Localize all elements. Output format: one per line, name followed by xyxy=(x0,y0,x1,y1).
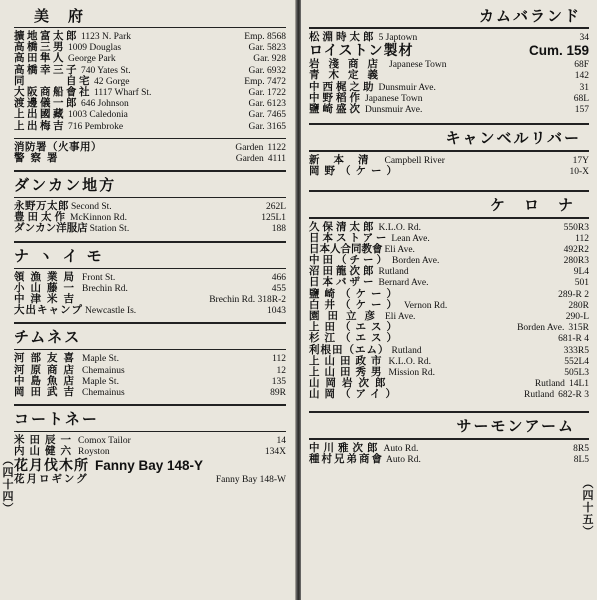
directory-row-featured xyxy=(14,458,286,474)
entry-address: Newcastle Is. xyxy=(85,306,137,317)
entry-phone: 10-X xyxy=(569,167,589,178)
section-heading-courtenay: コートネー xyxy=(14,410,99,429)
entry-phone: 1043 xyxy=(267,306,286,317)
entry-name: 高橋幸三子 xyxy=(14,63,79,76)
directory-row xyxy=(309,32,589,43)
section-victoria-list xyxy=(14,31,286,132)
directory-row xyxy=(14,153,286,164)
page-number-char: 四 xyxy=(2,466,14,479)
entry-name: 永野万太郎 xyxy=(14,200,69,213)
page-number-char: 四 xyxy=(582,489,594,502)
entry-name: 山岡岩次郎 xyxy=(309,377,392,390)
entry-address: Fanny Bay 148-W xyxy=(215,474,286,485)
section-rule xyxy=(309,150,589,152)
entry-name: 擴地富太郎 xyxy=(14,30,79,42)
entry-address: Eli Ave. xyxy=(385,312,416,322)
entry-address: Rutland xyxy=(534,379,565,390)
entry-phone: 333R5 xyxy=(563,345,589,356)
entry-address: 646 Johnson xyxy=(81,99,129,110)
directory-row xyxy=(14,387,286,398)
entry-address: Station St. xyxy=(89,224,130,235)
entry-address: George Park xyxy=(68,54,116,65)
entry-phone: 262L xyxy=(265,202,286,213)
page-number-char: 十 xyxy=(582,501,594,514)
entry-phone: 14 xyxy=(276,436,286,447)
section-rule xyxy=(14,431,286,432)
entry-phone: 68L xyxy=(573,93,589,104)
entry-address: Auto Rd. xyxy=(386,454,421,465)
directory-row xyxy=(14,305,286,316)
directory-row xyxy=(309,454,589,465)
left-page-content xyxy=(14,6,286,485)
entry-phone: Emp. 7472 xyxy=(244,76,286,87)
section-rule xyxy=(14,170,286,172)
directory-row xyxy=(309,277,589,288)
entry-address: Fanny Bay 148-Y xyxy=(95,457,204,473)
entry-phone: 68F xyxy=(574,60,589,71)
entry-name: 沼田龍次郎 xyxy=(309,265,377,278)
entry-name: 消防署（火事用） xyxy=(14,140,102,153)
entry-phone: 550R3 xyxy=(563,222,589,233)
directory-row xyxy=(309,443,589,454)
page-number-char: 四 xyxy=(2,490,14,503)
entry-address: 1123 N. Park xyxy=(81,32,132,42)
entry-phone: Gar. 6932 xyxy=(248,65,286,76)
section-duncan-list xyxy=(14,201,286,235)
entry-name: 久保清太郎 xyxy=(309,220,377,233)
section-rule xyxy=(309,190,589,192)
entry-phone: 112 xyxy=(272,354,286,365)
entry-name: 領漁業局 xyxy=(14,270,80,283)
entry-name: 岩淺商店 xyxy=(309,58,387,71)
page-number-char: 五 xyxy=(582,513,594,526)
entry-address: Front St. xyxy=(82,272,116,283)
entry-address: Dunsmuir Ave. xyxy=(365,104,423,115)
section-chemainus-list xyxy=(14,353,286,398)
entry-phone: 125L1 xyxy=(261,213,286,224)
directory-row xyxy=(14,121,286,132)
entry-name: 同 自宅 xyxy=(14,74,92,87)
entry-phone: 157 xyxy=(574,104,589,115)
emergency-list xyxy=(14,142,286,164)
entry-name: 中田（チー） xyxy=(309,254,390,267)
entry-phone: 290-L xyxy=(565,312,589,322)
entry-address: Second St. xyxy=(71,202,112,213)
entry-address: Vernon Rd. xyxy=(404,300,448,311)
entry-name: 中川雅次郎 xyxy=(309,441,382,454)
entry-phone: Gar. 928 xyxy=(253,54,286,65)
paren-close: ︶ xyxy=(582,525,594,538)
entry-phone: 31 xyxy=(579,82,589,93)
entry-address: Bernard Ave. xyxy=(378,278,429,289)
entry-phone: 89R xyxy=(270,387,286,398)
entry-address: Comox Tailor xyxy=(78,436,131,447)
entry-name: 高橋三男 xyxy=(14,41,66,54)
section-rule xyxy=(309,27,589,29)
entry-name: 杉江（エス） xyxy=(309,332,402,345)
entry-phone: 17Y xyxy=(572,156,589,167)
entry-phone: Gar. 7465 xyxy=(248,110,286,121)
entry-address: 1003 Caledonia xyxy=(68,110,128,121)
entry-address: Auto Rd. xyxy=(383,443,419,454)
entry-phone: 134X xyxy=(264,447,286,458)
entry-address: Eli Ave. xyxy=(384,244,415,255)
entry-phone: 682-R 3 xyxy=(558,390,589,401)
section-rule xyxy=(14,138,286,139)
entry-phone: Emp. 8568 xyxy=(244,32,286,42)
entry-name: 上山田政市 xyxy=(309,354,387,367)
entry-address: 1009 Douglas xyxy=(68,43,122,54)
entry-phone: 289-R 2 xyxy=(558,289,589,300)
entry-name: 上出國藏 xyxy=(14,108,66,121)
entry-phone: 4111 xyxy=(267,153,286,164)
entry-phone: 188 xyxy=(271,224,286,235)
entry-address: Brechin Rd. 318R-2 xyxy=(209,295,286,305)
section-rule xyxy=(14,27,286,28)
section-heading-cumberland: カムバランド xyxy=(478,7,581,25)
page-number-char: 十 xyxy=(2,478,14,491)
entry-name: 新本清 xyxy=(309,154,383,167)
entry-name: 大阪商船會社 xyxy=(14,85,92,98)
section-heading-kelowna: ケ ロ ナ xyxy=(489,195,575,214)
entry-phone: 8L5 xyxy=(573,454,589,465)
section-nanaimo-list xyxy=(14,272,286,317)
section-rule xyxy=(14,241,286,243)
section-cumberland-list xyxy=(309,32,589,115)
directory-row xyxy=(14,353,286,364)
entry-name: 渡邊儀一郎 xyxy=(14,97,79,110)
directory-row xyxy=(14,223,286,234)
entry-name: ダンカン洋服店 xyxy=(14,222,88,235)
entry-phone: 112 xyxy=(575,233,589,244)
directory-row xyxy=(309,389,589,400)
paren-close: ︶ xyxy=(2,502,14,515)
entry-phone: 280R3 xyxy=(563,256,589,267)
directory-row xyxy=(309,222,589,233)
entry-phone: 501 xyxy=(574,278,589,289)
page-number-right xyxy=(581,478,595,538)
entry-name: 岡野（ケー） xyxy=(309,165,402,178)
entry-address: 5 Japtown xyxy=(378,33,418,43)
section-rule xyxy=(309,217,589,219)
right-page xyxy=(301,0,597,600)
entry-phone: 455 xyxy=(271,283,286,294)
directory-row xyxy=(309,104,589,115)
entry-phone: Gar. 3165 xyxy=(248,121,286,132)
section-rule xyxy=(14,268,286,269)
entry-phone: 1122 xyxy=(267,142,286,153)
section-rule xyxy=(309,411,589,413)
entry-phone: 681-R 4 xyxy=(558,334,589,345)
directory-row xyxy=(14,109,286,120)
paren-open: ︵ xyxy=(2,454,14,467)
entry-name: 大出キャンプ xyxy=(14,304,83,317)
directory-row xyxy=(14,53,286,64)
directory-row xyxy=(309,166,589,177)
entry-name: 中野稻作 xyxy=(309,91,363,104)
entry-address: 740 Yates St. xyxy=(81,65,131,76)
section-heading-victoria: 美 府 xyxy=(34,7,86,25)
entry-phone: 280R xyxy=(568,300,589,311)
entry-name: 中津米吉 xyxy=(14,293,80,305)
entry-phone: 34 xyxy=(579,33,589,43)
section-rule xyxy=(14,349,286,350)
left-page xyxy=(0,0,296,600)
entry-address: Garden xyxy=(235,142,264,153)
entry-phone: 142 xyxy=(574,71,589,82)
entry-name: 日本ストアー xyxy=(309,231,390,244)
section-heading-nanaimo: ナ ヽ イ モ xyxy=(14,246,104,265)
entry-name: ロイストン製材 xyxy=(309,43,414,60)
entry-name: 園田立彦 xyxy=(309,310,383,322)
entry-address: Chemainus xyxy=(82,365,125,376)
section-rule xyxy=(309,438,589,440)
entry-phone: 466 xyxy=(271,272,286,283)
entry-address: Rutland xyxy=(378,267,409,278)
entry-address: Brechin Rd. xyxy=(82,283,128,294)
section-heading-salmon-arm: サーモンアーム xyxy=(456,416,575,435)
entry-address: 42 Gorge xyxy=(94,76,130,87)
section-heading-chemainus: チムネス xyxy=(14,328,82,347)
directory-row-featured xyxy=(309,43,589,59)
entry-phone: Gar. 6123 xyxy=(248,99,286,110)
section-campbell-river-list xyxy=(309,155,589,177)
entry-phone: 552L4 xyxy=(564,356,589,367)
entry-name: 上山田秀男 xyxy=(309,365,387,378)
entry-name: 種村兄弟商會 xyxy=(309,452,384,465)
entry-address: Garden xyxy=(235,153,264,164)
entry-address: Rutland xyxy=(391,345,422,356)
entry-name: 中島魚店 xyxy=(14,374,80,387)
entry-address: Chemainus xyxy=(82,387,125,398)
entry-name: 鹽崎盛次 xyxy=(309,102,363,115)
entry-address: McKinnon Rd. xyxy=(70,213,127,224)
entry-phone: 315R xyxy=(568,323,589,334)
section-rule xyxy=(14,197,286,198)
section-heading-campbell-river: キャンベルリバー xyxy=(445,129,581,148)
entry-phone: 12 xyxy=(276,365,286,376)
section-rule xyxy=(309,123,589,125)
section-rule xyxy=(14,322,286,324)
paren-open: ︵ xyxy=(582,477,594,490)
section-courtenay-list xyxy=(14,435,286,485)
entry-name: 利根田（エム） xyxy=(309,343,390,356)
entry-phone: Gar. 1722 xyxy=(248,87,286,98)
entry-address: Rutland xyxy=(524,390,555,401)
entry-address: Borden Ave. xyxy=(392,256,440,267)
directory-row xyxy=(14,474,286,485)
entry-phone: Cum. 159 xyxy=(528,43,589,59)
entry-name: 花月ロギング xyxy=(14,472,89,485)
page-number-left xyxy=(1,455,15,515)
entry-name: 鹽崎（ケー） xyxy=(309,287,402,300)
entry-name: 青木定義 xyxy=(309,69,387,82)
entry-name: 日本人合同教會 xyxy=(309,242,383,255)
entry-address: K.L.O. Rd. xyxy=(378,222,421,233)
entry-phone: 135 xyxy=(271,376,286,387)
entry-address: Borden Ave. xyxy=(517,323,565,334)
section-heading-duncan: ダンカン地方 xyxy=(14,176,117,195)
entry-name: 米田辰一 xyxy=(14,434,76,447)
entry-address: 1117 Wharf St. xyxy=(94,87,152,98)
entry-phone: 14L1 xyxy=(568,379,589,390)
entry-name: 日本バザー xyxy=(309,276,377,289)
entry-name: 花月伐木所 xyxy=(14,457,89,474)
directory-row xyxy=(309,333,589,344)
entry-name: 山岡（アイ） xyxy=(309,388,402,401)
entry-name: 豊田太作 xyxy=(14,211,68,224)
section-rule xyxy=(14,404,286,406)
right-page-content xyxy=(309,6,589,465)
entry-address: Campbell River xyxy=(384,156,445,167)
entry-name: 河原商店 xyxy=(14,363,80,376)
entry-address: Dunsmuir Ave. xyxy=(378,82,436,93)
entry-phone: 505L3 xyxy=(564,367,589,378)
entry-address: Japanese Town xyxy=(365,93,423,104)
entry-name: 内山健六 xyxy=(14,445,76,458)
entry-name: 上田（エス） xyxy=(309,321,402,334)
entry-address: K.L.O. Rd. xyxy=(388,356,431,367)
entry-phone: 492R2 xyxy=(563,244,589,255)
entry-name: 松淵時太郎 xyxy=(309,31,377,43)
entry-phone: Gar. 5823 xyxy=(248,43,286,54)
entry-address: Royston xyxy=(78,447,110,458)
entry-address: Maple St. xyxy=(82,354,119,365)
entry-name: 高田隼人 xyxy=(14,52,66,65)
entry-phone: 8R5 xyxy=(573,443,589,454)
entry-name: 上出梅吉 xyxy=(14,119,66,132)
entry-name: 岡田武吉 xyxy=(14,385,80,398)
entry-address: 716 Pembroke xyxy=(68,121,124,132)
entry-name: 白井（ケー） xyxy=(309,298,402,311)
entry-name: 中西梶之助 xyxy=(309,80,377,93)
directory-row xyxy=(309,70,589,81)
entry-name: 小山藤一 xyxy=(14,281,80,294)
section-salmon-arm-list xyxy=(309,443,589,465)
entry-phone: 9L4 xyxy=(573,267,589,278)
entry-address: Lean Ave. xyxy=(391,233,430,244)
entry-address: Mission Rd. xyxy=(388,367,435,378)
entry-address: Maple St. xyxy=(82,376,119,387)
entry-name: 警察署 xyxy=(14,151,64,164)
entry-name: 河部友喜 xyxy=(14,352,80,365)
entry-address: Japanese Town xyxy=(389,60,447,71)
section-kelowna-list xyxy=(309,222,589,401)
directory-row xyxy=(14,446,286,457)
